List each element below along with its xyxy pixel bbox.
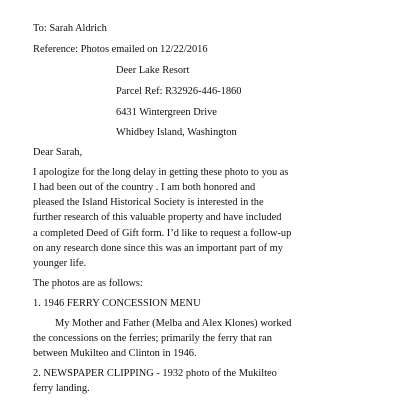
body-line: I had been out of the country . I am both honored and — [33, 181, 256, 193]
photos-intro: The photos are as follows: — [33, 278, 143, 289]
item-line: the concessions on the ferries; primarily the ferry that ran — [33, 332, 272, 344]
salutation: Dear Sarah, — [33, 146, 83, 158]
body-line: a completed Deed of Gift form. I’d like to request a follow-up — [33, 227, 292, 239]
item-line: My Mother and Father (Melba and Alex Klones) worked — [55, 317, 292, 329]
body-line: further research of this valuable property and have included — [33, 212, 282, 224]
item-line: between Mukilteo and Clinton in 1946. — [33, 348, 197, 359]
address-line-resort: Deer Lake Resort — [116, 65, 190, 77]
item-line: ferry landing. — [33, 383, 90, 394]
body-line: I apologize for the long delay in getting these photo to you as — [33, 166, 289, 178]
reference-line: Reference: Photos emailed on 12/22/2016 — [33, 43, 208, 55]
address-line-parcel: Parcel Ref: R32926-446-1860 — [116, 85, 242, 97]
item-heading: 1. 1946 FERRY CONCESSION MENU — [33, 297, 201, 309]
address-line-street: 6431 Wintergreen Drive — [116, 106, 217, 118]
body-line: pleased the Island Historical Society is interested in the — [33, 197, 264, 209]
to-line: To: Sarah Aldrich — [33, 23, 107, 34]
address-line-city: Whidbey Island, Washington — [116, 127, 237, 139]
item-heading: 2. NEWSPAPER CLIPPING - 1932 photo of the Mukilteo — [33, 367, 277, 379]
body-line: on any research done since this was an important part of my — [33, 243, 283, 254]
body-line: younger life. — [33, 258, 87, 270]
